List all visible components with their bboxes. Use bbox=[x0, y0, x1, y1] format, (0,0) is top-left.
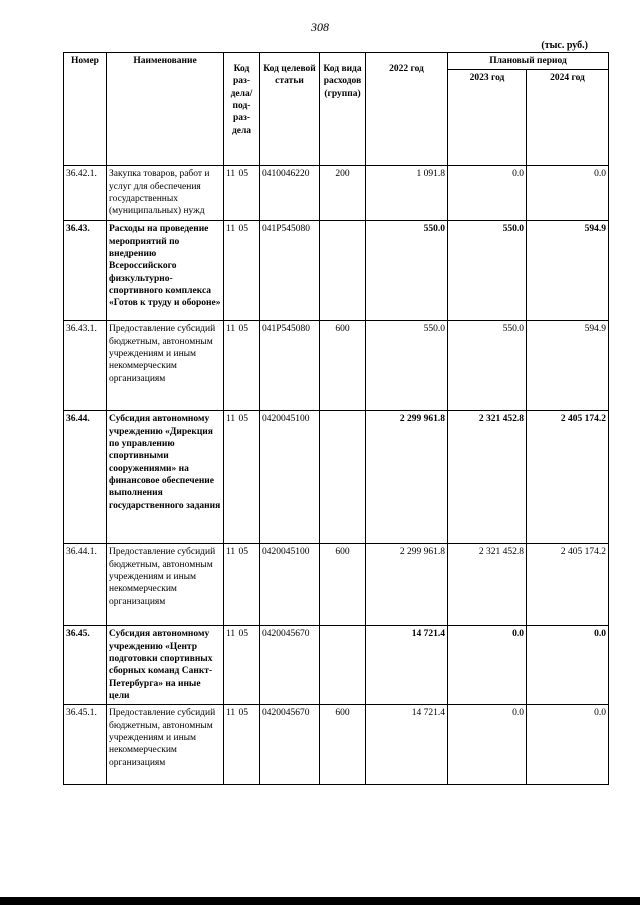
row-podrazdel: 05 bbox=[238, 169, 248, 180]
row-podrazdel: 05 bbox=[238, 224, 248, 235]
row-section-code bbox=[224, 544, 260, 626]
header-section: Код раз-дела/ под-раз-дела bbox=[224, 53, 260, 166]
scan-bottom-edge bbox=[0, 897, 640, 905]
row-section-code bbox=[224, 221, 260, 321]
row-target-code: 0420045670 bbox=[260, 626, 320, 705]
budget-table bbox=[63, 52, 609, 785]
row-expense-type bbox=[320, 411, 366, 544]
table-row bbox=[64, 166, 609, 221]
row-amount-2024: 594.9 bbox=[527, 321, 609, 411]
row-amount-2022: 14 721.4 bbox=[366, 626, 448, 705]
row-amount-2024: 0.0 bbox=[527, 626, 609, 705]
row-amount-2022: 2 299 961.8 bbox=[366, 411, 448, 544]
table-row bbox=[64, 321, 609, 411]
row-amount-2023: 0.0 bbox=[448, 166, 527, 221]
row-amount-2023: 550.0 bbox=[448, 221, 527, 321]
row-expense-type bbox=[320, 626, 366, 705]
row-expense-type bbox=[320, 221, 366, 321]
row-amount-2023: 550.0 bbox=[448, 321, 527, 411]
page-number: 308 bbox=[311, 20, 329, 34]
row-amount-2023: 0.0 bbox=[448, 626, 527, 705]
header-number: Номер bbox=[64, 53, 107, 166]
table-row bbox=[64, 626, 609, 705]
row-name: Закупка товаров, работ и услуг для обеспечения государственных (муниципальных) нужд bbox=[107, 166, 224, 221]
row-expense-type: 200 bbox=[320, 166, 366, 221]
row-name: Предоставление субсидий бюджетным, автономным учреждениям и иным некоммерческим организациям bbox=[107, 705, 224, 785]
row-podrazdel: 05 bbox=[238, 414, 248, 425]
row-amount-2024: 0.0 bbox=[527, 705, 609, 785]
row-number: 36.42.1. bbox=[64, 166, 107, 221]
table-row bbox=[64, 411, 609, 544]
row-number: 36.44.1. bbox=[64, 544, 107, 626]
row-amount-2023: 0.0 bbox=[448, 705, 527, 785]
table-row bbox=[64, 221, 609, 321]
row-name: Расходы на проведение мероприятий по внедрению Всероссийского физкультурно-спортивного комплекса «Готов к труду и обороне» bbox=[107, 221, 224, 321]
header-year-2024: 2024 год bbox=[527, 70, 609, 166]
row-section-code bbox=[224, 321, 260, 411]
row-number: 36.43. bbox=[64, 221, 107, 321]
header-target: Код целевой статьи bbox=[260, 53, 320, 166]
row-podrazdel: 05 bbox=[238, 324, 248, 335]
row-razdel: 11 bbox=[226, 708, 236, 719]
row-razdel: 11 bbox=[226, 629, 236, 640]
row-number: 36.43.1. bbox=[64, 321, 107, 411]
row-target-code: 041P545080 bbox=[260, 221, 320, 321]
row-razdel: 11 bbox=[226, 169, 236, 180]
row-name: Предоставление субсидий бюджетным, автономным учреждениям и иным некоммерческим организациям bbox=[107, 321, 224, 411]
row-name: Предоставление субсидий бюджетным, автономным учреждениям и иным некоммерческим организациям bbox=[107, 544, 224, 626]
row-amount-2023: 2 321 452.8 bbox=[448, 544, 527, 626]
row-amount-2022: 14 721.4 bbox=[366, 705, 448, 785]
header-expense-type: Код вида расходов (группа) bbox=[320, 53, 366, 166]
row-razdel: 11 bbox=[226, 324, 236, 335]
units-label: (тыс. руб.) bbox=[541, 40, 588, 51]
row-amount-2022: 2 299 961.8 bbox=[366, 544, 448, 626]
row-amount-2024: 594.9 bbox=[527, 221, 609, 321]
row-number: 36.44. bbox=[64, 411, 107, 544]
row-amount-2024: 2 405 174.2 bbox=[527, 544, 609, 626]
row-target-code: 0420045100 bbox=[260, 411, 320, 544]
row-expense-type: 600 bbox=[320, 544, 366, 626]
row-name: Субсидия автономному учреждению «Дирекция по управлению спортивными сооружениями» на финансовое обеспечение выполнения государственного задания bbox=[107, 411, 224, 544]
row-expense-type: 600 bbox=[320, 705, 366, 785]
row-target-code: 0420045670 bbox=[260, 705, 320, 785]
row-target-code: 041P545080 bbox=[260, 321, 320, 411]
header-year-2022: 2022 год bbox=[366, 53, 448, 166]
row-target-code: 0410046220 bbox=[260, 166, 320, 221]
row-amount-2022: 550.0 bbox=[366, 321, 448, 411]
row-razdel: 11 bbox=[226, 224, 236, 235]
row-razdel: 11 bbox=[226, 547, 236, 558]
header-name: Наименование bbox=[107, 53, 224, 166]
row-section-code bbox=[224, 705, 260, 785]
row-amount-2022: 550.0 bbox=[366, 221, 448, 321]
row-section-code bbox=[224, 411, 260, 544]
table-row bbox=[64, 544, 609, 626]
row-amount-2024: 0.0 bbox=[527, 166, 609, 221]
table-body bbox=[64, 166, 609, 785]
row-name: Субсидия автономному учреждению «Центр подготовки спортивных сборных команд Санкт-Петербурга» на иные цели bbox=[107, 626, 224, 705]
row-amount-2024: 2 405 174.2 bbox=[527, 411, 609, 544]
row-target-code: 0420045100 bbox=[260, 544, 320, 626]
header-planned-period: Плановый период bbox=[448, 53, 609, 70]
table-header bbox=[64, 53, 609, 166]
row-section-code bbox=[224, 166, 260, 221]
row-podrazdel: 05 bbox=[238, 547, 248, 558]
row-podrazdel: 05 bbox=[238, 629, 248, 640]
row-amount-2022: 1 091.8 bbox=[366, 166, 448, 221]
row-section-code bbox=[224, 626, 260, 705]
row-number: 36.45. bbox=[64, 626, 107, 705]
row-razdel: 11 bbox=[226, 414, 236, 425]
header-year-2023: 2023 год bbox=[448, 70, 527, 166]
table-row bbox=[64, 705, 609, 785]
row-amount-2023: 2 321 452.8 bbox=[448, 411, 527, 544]
row-podrazdel: 05 bbox=[238, 708, 248, 719]
row-number: 36.45.1. bbox=[64, 705, 107, 785]
row-expense-type: 600 bbox=[320, 321, 366, 411]
